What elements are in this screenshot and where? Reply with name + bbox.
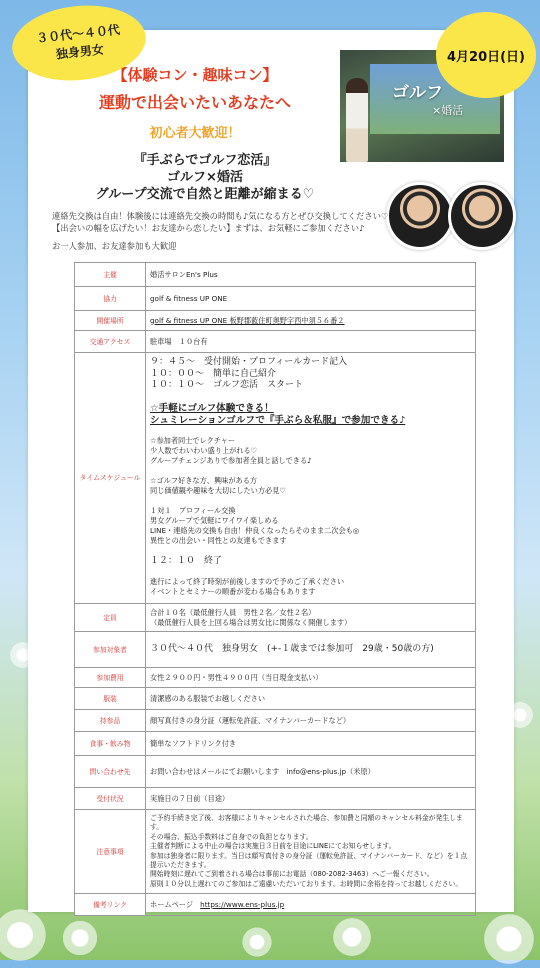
dandelion-decoration [330,915,374,959]
dandelion-decoration [240,925,274,959]
dress-label: 服装 [75,688,146,710]
photo-golf-title: ゴルフ [392,83,443,103]
badge-age-text: ３０代〜４０代 [35,22,121,46]
schedule-point: 男女グループで気軽にワイワイ楽しめる [150,515,279,525]
notes-line: 原則１０分以上遅れてのご参加はご遠慮いただいております。お時間に余裕を持ってお越しください。 [150,879,463,888]
catchphrase [60,152,350,203]
schedule-time2: １０：００〜 簡単に自己紹介 [150,368,277,379]
link-value [146,894,476,916]
schedule-end: １２：１０ 終了 [150,555,223,566]
table-row [75,894,476,916]
table-row [75,710,476,732]
contact-value[interactable]: お問い合わせはメールにてお願いします info@ens-plus.jp（米原） [146,756,476,788]
table-row [75,353,476,604]
items-value: 顔写真付きの身分証（運転免許証、マイナンバーカードなど） [146,710,476,732]
support-label: 協力 [75,287,146,311]
items-label: 持参品 [75,710,146,732]
notes-line: その場合、振込手数料はご自身での負担となります。 [150,832,313,841]
intro-text [52,210,388,234]
table-row [75,287,476,311]
fee-label: 参加費用 [75,668,146,688]
capacity-line2: （最低催行人員を上回る場合は男女比に関係なく開催します） [150,617,352,627]
capacity-value [146,604,476,632]
host-value: 婚活サロンEn's Plus [146,263,476,287]
host-label: 主催 [75,263,146,287]
access-value: 駐車場 １０台有 [146,331,476,353]
status-label: 受付状況 [75,788,146,810]
table-row [75,688,476,710]
venue-label: 開催場所 [75,311,146,331]
schedule-point: 少人数でわいわい盛り上がれる♡ [150,445,258,455]
dandelion-decoration [0,905,50,965]
staff-photo-avatar [386,182,454,250]
table-row [75,788,476,810]
event-date-badge [436,12,536,98]
table-row [75,263,476,287]
intro-line1: 連絡先交換は自由！体験後には連絡先交換の時間も♪気になる方とぜひ交換してください♡ [52,211,389,221]
notes-line: 開始時刻に遅れてご到着される場合は事前にお電話（080-2082-3463）へご一報ください。 [150,870,434,879]
notes-line: 参加は独身者に限ります。当日は顔写真付きの身分証（運転免許証、マイナンバーカード、など）を１点提示いただきます。 [150,851,468,870]
capacity-label: 定員 [75,604,146,632]
contact-label: 問い合わせ先 [75,756,146,788]
schedule-point: 異性との出会い・同性との友達もできます [150,535,287,545]
schedule-point: ☆参加者同士でレクチャー [150,435,236,445]
venue-text: golf & fitness UP ONE 板野郡藍住町奥野字西中須５６番２ [150,315,345,325]
table-row [75,604,476,632]
support-value: golf & fitness UP ONE [146,287,476,311]
target-label: 参加対象者 [75,632,146,668]
dandelion-decoration [480,910,538,968]
golfer-figure [346,78,368,162]
headline-main: 運動で出会いたいあなたへ [98,93,291,112]
food-value: 簡単なソフトドリンク付き [146,732,476,756]
schedule-note: イベントとセミナーの順番が変わる場合もあります [150,587,316,596]
catchphrase-line2: ゴルフ×婚活 [167,170,243,185]
table-row [75,668,476,688]
headline-event-type: 【体験コン・趣味コン】 [112,66,278,84]
target-value: ３０代〜４０代 独身男女 (+-１歳までは参加可 29歳・50歳の方) [146,632,476,668]
schedule-value [146,353,476,604]
schedule-point: １対１ プロフィール交換 [150,505,236,515]
link-label: 備考リンク [75,894,146,916]
table-row [75,331,476,353]
schedule-point: 同じ価値観や趣味を大切にしたい方必見♡ [150,485,286,495]
schedule-point: グループチェンジありで参加者全員と話しできる♪ [150,455,312,465]
notes-line: ご予約手続き完了後、お客様によりキャンセルされた場合、参加費と同額のキャンセル料金が発生します。 [150,814,463,832]
notes-label: 注意事項 [75,810,146,894]
notes-line: 主催者判断による中止の場合は実施日３日前を目途にLINEにてお知らせします。 [150,842,396,851]
table-row [75,810,476,894]
schedule-note: 進行によって終了時刻が前後しますので予めご了承ください [150,577,345,586]
intro-line2: 【出会いの幅を広げたい！お友達から恋したい】まずは、お気軽にご参加ください♪ [52,223,365,233]
homepage-link[interactable]: https://www.ens-plus.jp [200,899,285,909]
table-row [75,311,476,331]
capacity-line1: 合計１０名（最低催行人員 男性２名／女性２名） [150,607,316,617]
schedule-point: LINE・連絡先の交換も自由！仲良くなったらそのまま二次会も◎ [150,525,360,535]
schedule-highlight1: ☆手軽にゴルフ体験できる！ [150,402,274,414]
schedule-highlight2: シュミレーションゴルフで『手ぶら＆私服』で参加できる♪ [150,414,406,426]
staff-photo-avatar [448,182,516,250]
dandelion-decoration [60,918,100,958]
schedule-time1: ９：４５〜 受付開始・プロフィールカード記入 [150,357,348,367]
schedule-point: ☆ゴルフ好きな方、興味がある方 [150,475,258,485]
table-row [75,632,476,668]
dress-value: 清潔感のある服装でお越しください [146,688,476,710]
event-info-table [74,262,476,916]
schedule-label: タイムスケジュール [75,353,146,604]
event-date-text: 4月20日(日) [446,49,526,65]
status-value: 実施日の７日前（目途） [146,788,476,810]
link-prefix: ホームページ [150,899,201,909]
intro-line3: お一人参加、お友達参加も大歓迎 [52,241,177,251]
venue-value [146,311,476,331]
catchphrase-line1: 『手ぶらでゴルフ恋活』 [133,153,277,168]
table-row [75,732,476,756]
badge-singles-text: 独身男女 [55,42,105,62]
headline-beginners: 初心者大歓迎！ [149,126,241,141]
photo-golf-subtitle: ×婚活 [432,104,464,117]
fee-value: 女性２９００円・男性４９００円（当日現金支払い） [146,668,476,688]
schedule-time3: １０：１０〜 ゴルフ恋活 スタート [150,380,304,390]
notes-value [146,810,476,894]
food-label: 食事・飲み物 [75,732,146,756]
catchphrase-line3: グループ交流で自然と距離が縮まる♡ [95,187,315,202]
access-label: 交通アクセス [75,331,146,353]
table-row [75,756,476,788]
